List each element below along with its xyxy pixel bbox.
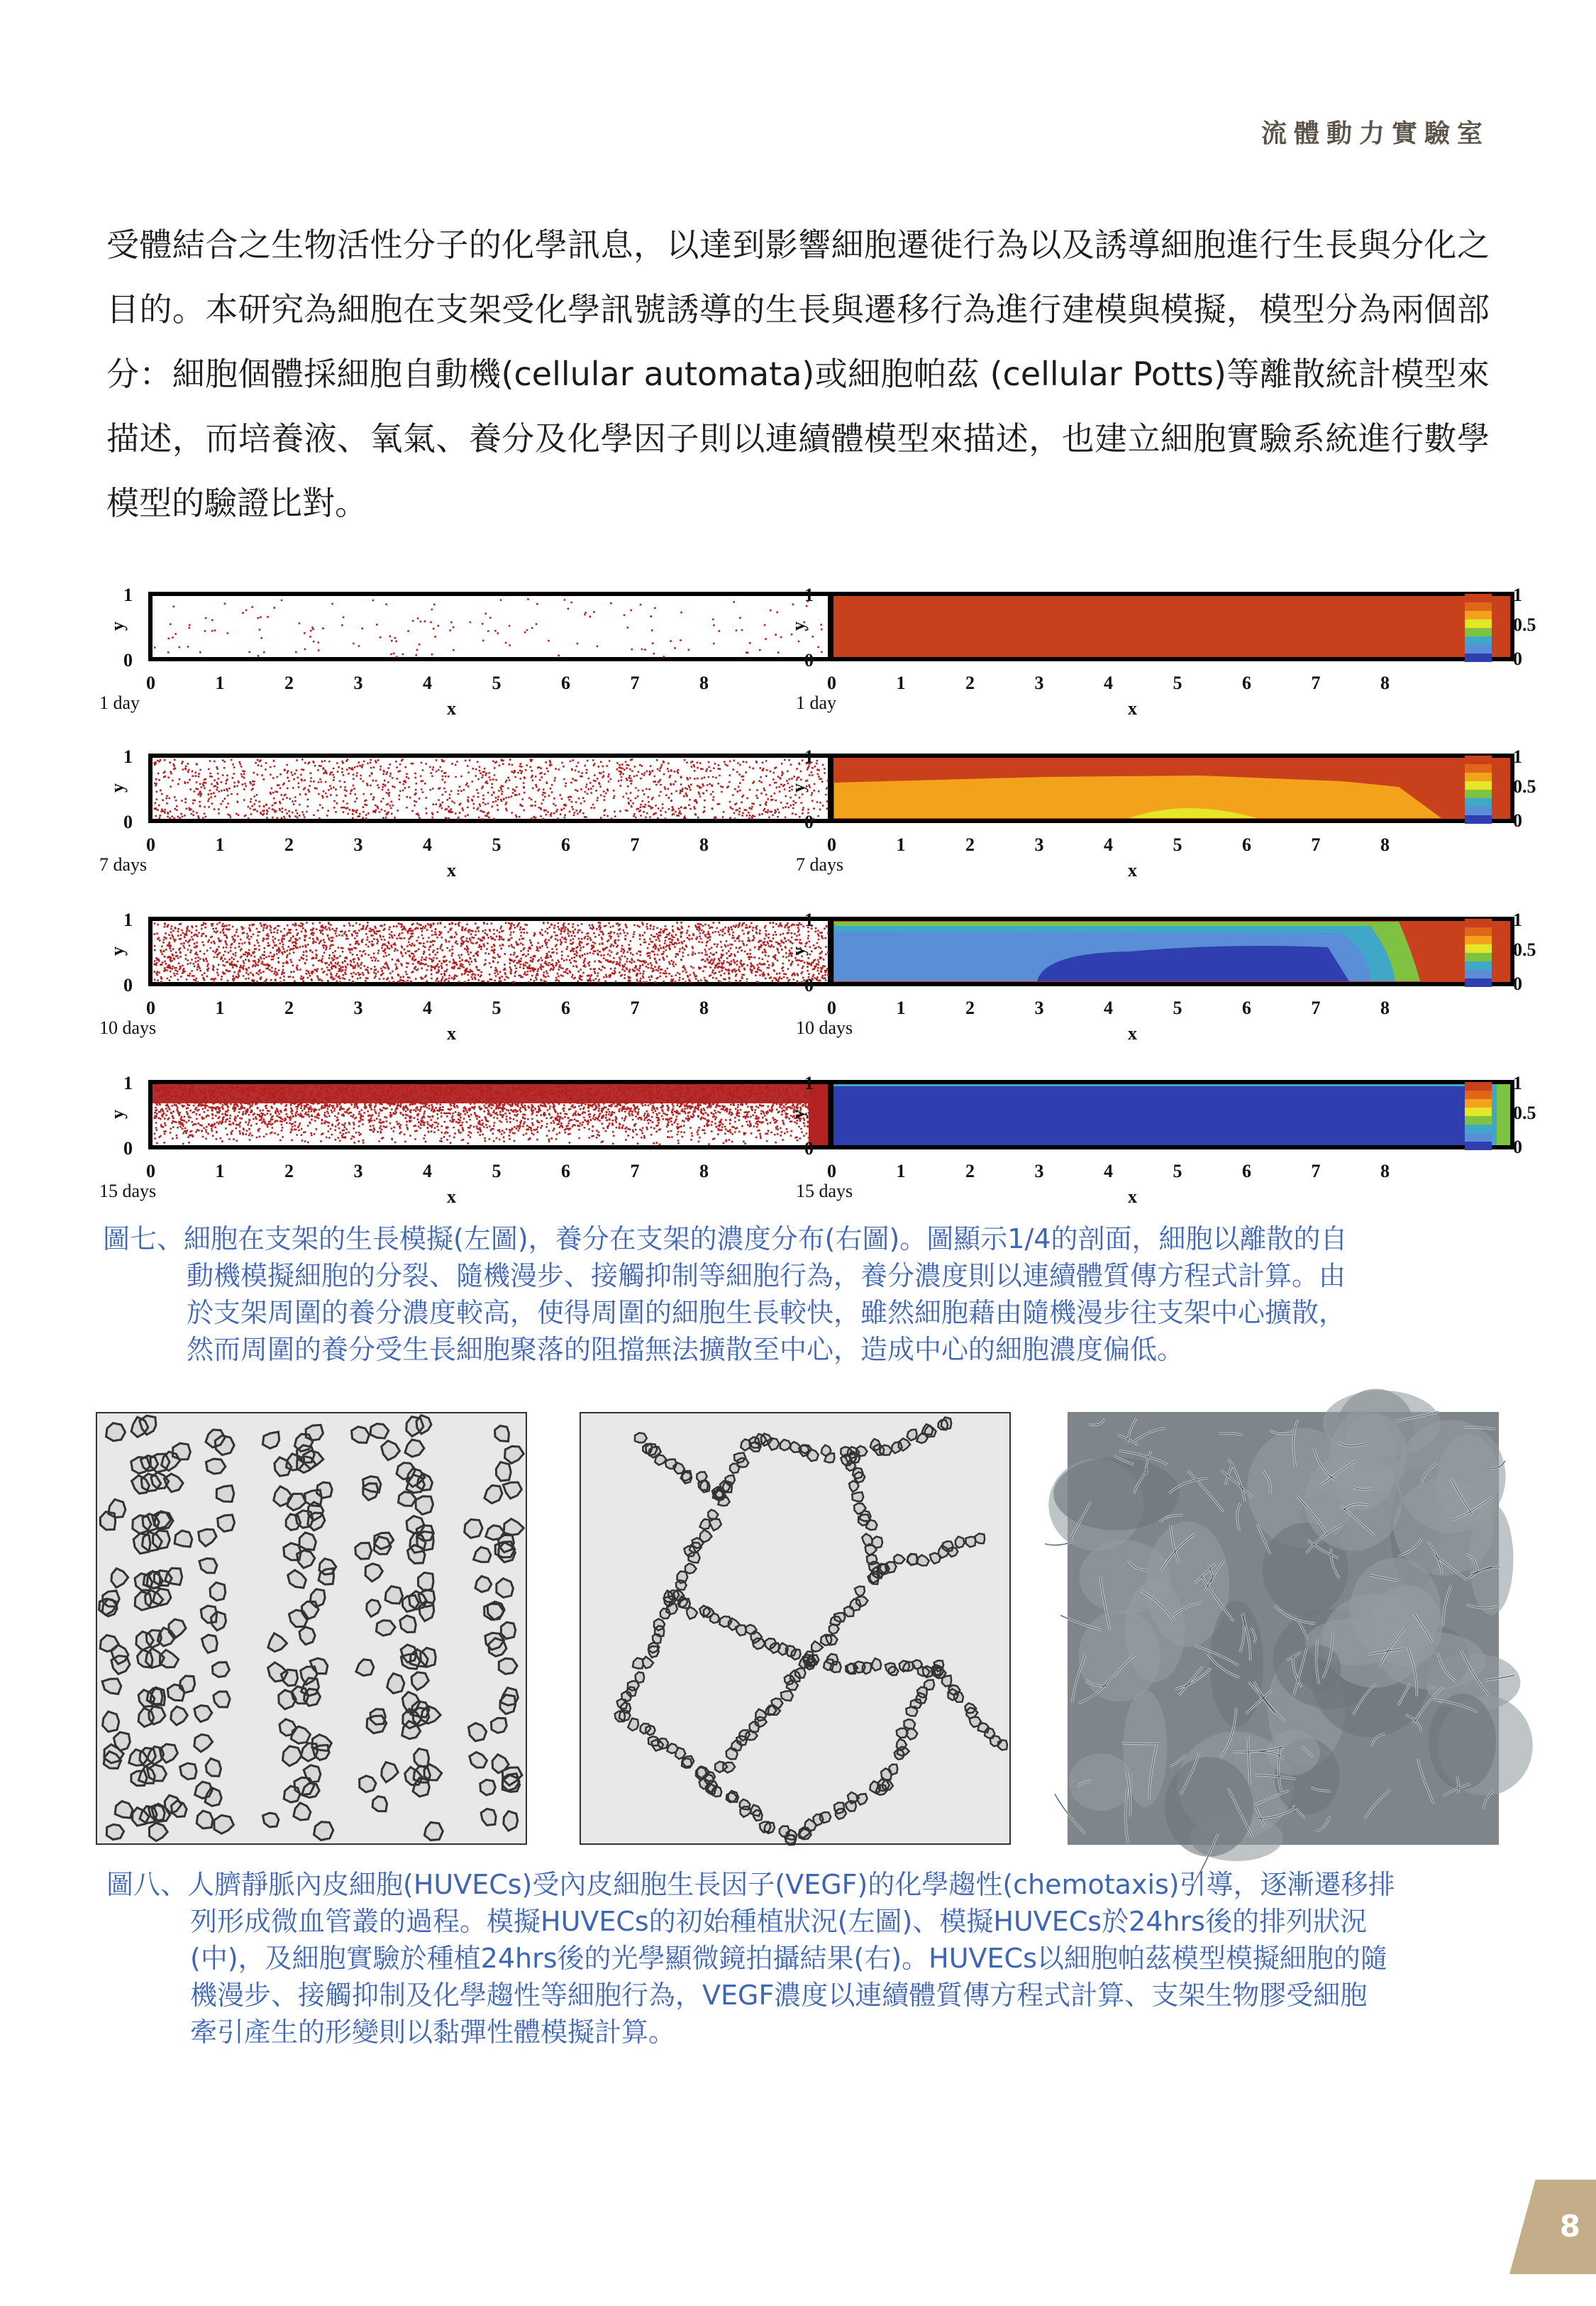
x-tick: 7 (1311, 673, 1321, 693)
x-tick: 1 (896, 1161, 906, 1181)
initial-cells-graphic (97, 1413, 526, 1843)
x-tick: 6 (1242, 1161, 1251, 1181)
colorbar-swatch (1465, 1142, 1492, 1150)
y-axis-label: y (788, 1110, 809, 1119)
y-tick: 0 (804, 975, 814, 995)
x-tick: 0 (827, 1161, 836, 1181)
x-tick: 8 (1380, 834, 1390, 855)
colorbar-swatch (1465, 919, 1492, 927)
colorbar-swatch (1465, 1099, 1492, 1108)
y-tick: 0 (123, 812, 133, 832)
x-tick: 3 (353, 998, 363, 1018)
colorbar-swatch (1465, 944, 1492, 953)
x-tick: 4 (1104, 834, 1113, 855)
photo-texture (1124, 1580, 1185, 1682)
x-tick: 1 (896, 834, 906, 855)
figure-7-caption-line-4: 然而周圍的養分受生長細胞聚落的阻擋無法擴散至中心，造成中心的細胞濃度偏低。 (187, 1334, 1185, 1365)
x-tick: 1 (215, 834, 225, 855)
x-tick: 2 (965, 1161, 975, 1181)
time-label: 15 days (796, 1181, 853, 1201)
figure-8-caption-line-3: (中)，及細胞實驗於種植24hrs後的光學顯微鏡拍攝結果(右)。HUVECs以細胞帕茲模型模擬細胞的隨 (190, 1943, 1387, 1974)
x-tick: 0 (827, 998, 836, 1018)
x-tick: 6 (561, 1161, 570, 1181)
y-tick: 1 (123, 910, 133, 930)
time-label: 1 day (796, 693, 837, 713)
colorbar-swatch (1465, 1108, 1492, 1116)
concentration-field (831, 594, 1512, 659)
x-tick: 6 (1242, 673, 1251, 693)
x-axis-label: x (447, 1023, 456, 1044)
x-axis-label: x (447, 1186, 456, 1207)
colorbar-tick: 1 (1513, 1073, 1522, 1093)
y-tick: 0 (804, 812, 814, 832)
colorbar-swatch (1465, 619, 1492, 628)
cell-plot-frame (150, 594, 830, 659)
figure-8-caption-line-1: 圖八、人臍靜脈內皮細胞(HUVECs)受內皮細胞生長因子(VEGF)的化學趨性(chemotaxis)引導，逐漸遷移排 (106, 1869, 1395, 1900)
x-tick: 4 (1104, 1161, 1113, 1181)
figure-8-caption-line-2: 列形成微血管叢的過程。模擬HUVECs的初始種植狀況(左圖)、模擬HUVECs於24hrs後的排列狀況 (190, 1906, 1367, 1937)
body-paragraph: 受體結合之生物活性分子的化學訊息，以達到影響細胞遷徙行為以及誘導細胞進行生長與分化之目的。本研究為細胞在支架受化學訊號誘導的生長與遷移行為進行建模與模擬，模型分為兩個部分：細胞個體採細胞自動機(cellular automata)或細胞帕茲 (cellular Potts)等離散統計模型來描述，而培養液、氧氣、養分及化學因子則以連續體模型來描述，也建立細胞實驗系統進行數學模型的驗證比對。 (106, 226, 1490, 522)
x-tick: 6 (561, 673, 570, 693)
x-tick: 5 (1173, 998, 1182, 1018)
figure-7-caption-line-2: 動機模擬細胞的分裂、隨機漫步、接觸抑制等細胞行為，養分濃度則以連續體質傳方程式計算。由 (187, 1260, 1346, 1291)
x-tick: 7 (630, 673, 640, 693)
colorbar-swatch (1465, 1116, 1492, 1125)
network-cells-graphic (581, 1413, 1009, 1843)
y-axis-label: y (788, 622, 809, 631)
x-axis-label: x (1128, 1186, 1137, 1207)
figure-8-caption-line-5: 牽引產生的形變則以黏彈性體模擬計算。 (190, 2017, 676, 2048)
colorbar-swatch (1465, 790, 1492, 798)
x-tick: 3 (353, 834, 363, 855)
time-label: 1 day (99, 693, 140, 713)
dense-cell-band (150, 1082, 830, 1103)
x-tick: 0 (146, 998, 155, 1018)
colorbar-tick: 0 (1513, 810, 1522, 831)
y-tick: 0 (123, 650, 133, 671)
colorbar-swatch (1465, 781, 1492, 790)
x-tick: 6 (1242, 998, 1251, 1018)
x-tick: 5 (492, 834, 501, 855)
colorbar-swatch (1465, 927, 1492, 936)
y-tick: 1 (804, 746, 814, 767)
colorbar-swatch (1465, 1133, 1492, 1142)
x-tick: 1 (896, 673, 906, 693)
x-tick: 7 (630, 1161, 640, 1181)
x-tick: 2 (965, 673, 975, 693)
y-axis-label: y (107, 783, 128, 793)
x-tick: 8 (1380, 673, 1390, 693)
figure-7-graphic (85, 578, 1536, 1207)
colorbar-swatch (1465, 1091, 1492, 1099)
colorbar-swatch (1465, 936, 1492, 944)
y-tick: 1 (123, 1073, 133, 1093)
x-tick: 1 (215, 1161, 225, 1181)
y-tick: 0 (123, 975, 133, 995)
colorbar-swatch (1465, 1125, 1492, 1133)
colorbar-tick: 1 (1513, 585, 1522, 605)
x-tick: 4 (423, 1161, 432, 1181)
photo-texture (1297, 1645, 1341, 1692)
microscope-photo-graphic (1068, 1412, 1499, 1845)
x-tick: 3 (1034, 1161, 1044, 1181)
x-tick: 8 (699, 1161, 709, 1181)
colorbar-swatch (1465, 961, 1492, 970)
colorbar-tick: 0.5 (1513, 776, 1536, 797)
x-tick: 0 (146, 834, 155, 855)
colorbar-swatch (1465, 756, 1492, 764)
x-tick: 5 (1173, 673, 1182, 693)
photo-texture (1304, 1452, 1402, 1550)
x-axis-label: x (447, 860, 456, 881)
y-axis-label: y (788, 947, 809, 956)
y-axis-label: y (107, 947, 128, 956)
colorbar-swatch (1465, 594, 1492, 602)
y-axis-label: y (107, 1110, 128, 1119)
x-tick: 3 (1034, 673, 1044, 693)
x-axis-label: x (1128, 698, 1137, 719)
colorbar-swatch (1465, 645, 1492, 653)
x-tick: 8 (699, 673, 709, 693)
photo-texture (1350, 1557, 1441, 1660)
figure-7-caption-line-3: 於支架周圍的養分濃度較高，使得周圍的細胞生長較快，雖然細胞藉由隨機漫步往支架中心擴散， (187, 1297, 1346, 1328)
x-tick: 6 (1242, 834, 1251, 855)
colorbar-swatch (1465, 611, 1492, 619)
photo-texture (1053, 1457, 1180, 1530)
colorbar-tick: 0 (1513, 973, 1522, 994)
y-tick: 1 (123, 746, 133, 767)
colorbar-tick: 0 (1513, 1137, 1522, 1157)
x-tick: 2 (284, 834, 294, 855)
x-tick: 4 (423, 998, 432, 1018)
x-tick: 5 (1173, 834, 1182, 855)
x-tick: 5 (1173, 1161, 1182, 1181)
x-tick: 0 (827, 834, 836, 855)
x-tick: 0 (827, 673, 836, 693)
colorbar-tick: 0.5 (1513, 614, 1536, 635)
colorbar-swatch (1465, 798, 1492, 807)
x-tick: 2 (965, 998, 975, 1018)
time-label: 10 days (796, 1017, 853, 1038)
x-tick: 0 (146, 673, 155, 693)
concentration-contour (831, 1086, 1487, 1147)
figure-8-24hrs-simulation-panel (580, 1412, 1011, 1845)
x-tick: 5 (492, 1161, 501, 1181)
page-number: 8 (1559, 2209, 1580, 2244)
x-tick: 5 (492, 673, 501, 693)
figure-7 (85, 578, 1536, 1207)
colorbar-swatch (1465, 602, 1492, 611)
x-tick: 2 (284, 673, 294, 693)
photo-texture (1267, 1730, 1320, 1775)
figure-8-caption (106, 1866, 1497, 2051)
figure-7-caption (103, 1220, 1493, 1368)
colorbar-tick: 1 (1513, 910, 1522, 930)
colorbar-swatch (1465, 636, 1492, 645)
x-tick: 2 (284, 998, 294, 1018)
colorbar-swatch (1465, 1082, 1492, 1091)
x-tick: 6 (561, 834, 570, 855)
page-number-tab (1509, 2180, 1596, 2274)
colorbar-swatch (1465, 953, 1492, 961)
figure-8-initial-seeding-panel (96, 1412, 527, 1845)
y-tick: 1 (804, 1073, 814, 1093)
colorbar-swatch (1465, 773, 1492, 781)
x-tick: 3 (353, 673, 363, 693)
x-tick: 8 (1380, 998, 1390, 1018)
y-axis-label: y (107, 622, 128, 631)
x-tick: 7 (1311, 998, 1321, 1018)
time-label: 7 days (99, 854, 148, 875)
photo-texture (1165, 1757, 1253, 1856)
x-axis-label: x (1128, 1023, 1137, 1044)
x-tick: 4 (1104, 673, 1113, 693)
x-tick: 2 (284, 1161, 294, 1181)
x-tick: 6 (561, 998, 570, 1018)
y-tick: 0 (123, 1138, 133, 1159)
colorbar-swatch (1465, 807, 1492, 815)
x-axis-label: x (1128, 860, 1137, 881)
x-tick: 4 (423, 673, 432, 693)
x-tick: 2 (965, 834, 975, 855)
x-tick: 8 (1380, 1161, 1390, 1181)
colorbar-swatch (1465, 628, 1492, 636)
x-tick: 7 (1311, 834, 1321, 855)
y-tick: 1 (123, 585, 133, 605)
x-tick: 4 (423, 834, 432, 855)
x-tick: 8 (699, 834, 709, 855)
y-tick: 1 (804, 585, 814, 605)
y-tick: 0 (804, 650, 814, 671)
x-tick: 5 (492, 998, 501, 1018)
x-tick: 1 (215, 673, 225, 693)
colorbar-swatch (1465, 970, 1492, 978)
x-tick: 7 (1311, 1161, 1321, 1181)
header-title: 流體動力實驗室 (1260, 119, 1490, 148)
x-axis-label: x (447, 698, 456, 719)
x-tick: 3 (353, 1161, 363, 1181)
colorbar-tick: 0.5 (1513, 939, 1536, 960)
x-tick: 7 (630, 998, 640, 1018)
y-axis-label: y (788, 783, 809, 793)
colorbar-swatch (1465, 978, 1492, 987)
x-tick: 4 (1104, 998, 1113, 1018)
colorbar-swatch (1465, 815, 1492, 824)
x-tick: 3 (1034, 834, 1044, 855)
colorbar-swatch (1465, 764, 1492, 773)
figure-8-caption-line-4: 機漫步、接觸抑制及化學趨性等細胞行為，VEGF濃度以連續體質傳方程式計算、支架生物膠受細胞 (190, 1980, 1368, 2011)
colorbar-tick: 1 (1513, 746, 1522, 767)
y-tick: 1 (804, 910, 814, 930)
figure-7-caption-line-1: 圖七、細胞在支架的生長模擬(左圖)，養分在支架的濃度分布(右圖)。圖顯示1/4的剖面，細胞以離散的自 (103, 1223, 1348, 1254)
figure-8 (89, 1408, 1514, 1855)
colorbar-swatch (1465, 653, 1492, 662)
time-label: 15 days (99, 1181, 157, 1201)
x-tick: 3 (1034, 998, 1044, 1018)
x-tick: 1 (215, 998, 225, 1018)
photo-texture (1429, 1694, 1496, 1789)
seeded-cells (99, 1416, 524, 1841)
x-tick: 0 (146, 1161, 155, 1181)
x-tick: 1 (896, 998, 906, 1018)
time-label: 10 days (99, 1017, 157, 1038)
x-tick: 7 (630, 834, 640, 855)
time-label: 7 days (796, 854, 844, 875)
x-tick: 8 (699, 998, 709, 1018)
figure-8-microscope-photo-panel (1068, 1412, 1499, 1845)
y-tick: 0 (804, 1138, 814, 1159)
colorbar-tick: 0 (1513, 649, 1522, 669)
cell-network (615, 1417, 1007, 1845)
colorbar-tick: 0.5 (1513, 1103, 1536, 1123)
